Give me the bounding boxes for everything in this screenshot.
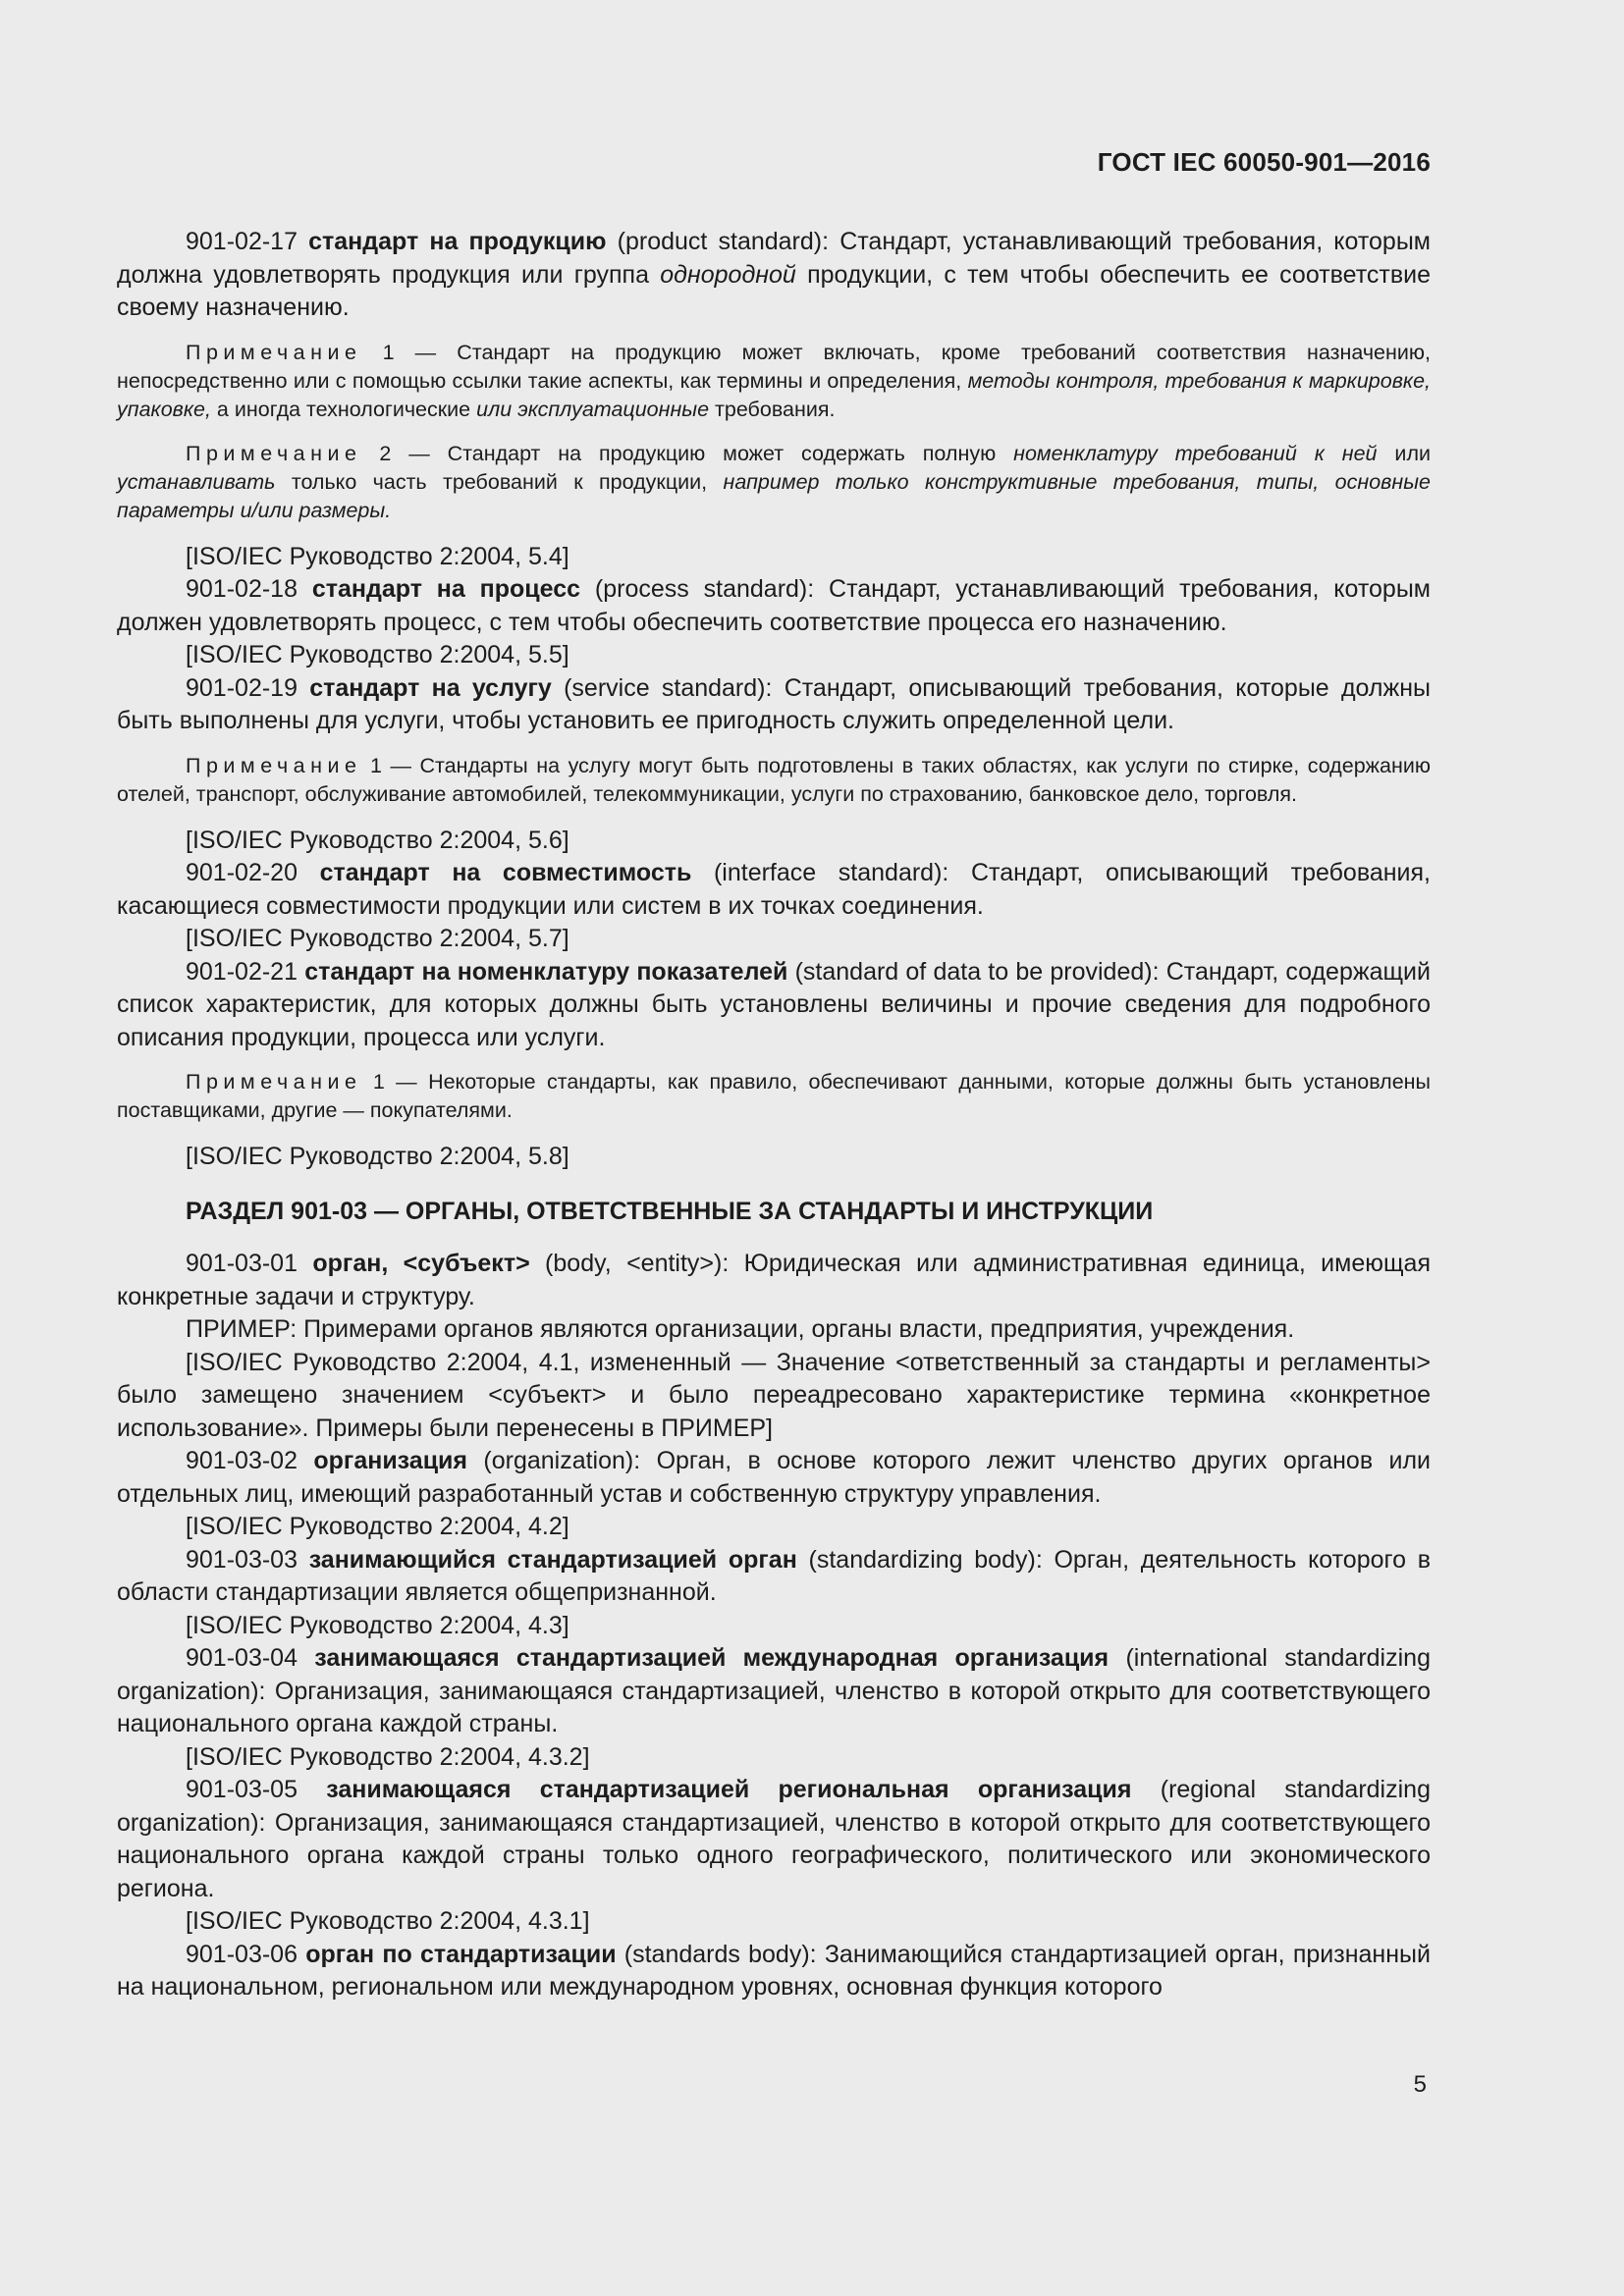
term-entry	[117, 573, 1431, 639]
term-english: (standards body):	[616, 1940, 817, 1968]
term-definition: Стандарт, устанавливающий требования, которым должна удовлетворять продукция или группа	[117, 228, 1431, 289]
term-english: (process standard):	[580, 575, 815, 603]
note-text: или	[1377, 441, 1431, 465]
term-entry	[117, 1544, 1431, 1610]
source-reference: ПРИМЕР: Примерами органов являются организации, органы власти, предприятия, учреждения.	[186, 1315, 1295, 1343]
term-number: 901-03-03	[186, 1545, 309, 1574]
term-entry	[117, 1939, 1431, 2004]
term-name: стандарт на услугу	[309, 673, 552, 702]
note-text: только часть требований к продукции,	[275, 469, 724, 494]
term-definition-italic: однородной	[660, 260, 796, 289]
term-name: стандарт на процесс	[311, 575, 581, 603]
term-entry	[117, 1774, 1431, 1905]
source-reference: [ISO/IEC Руководство 2:2004, 5.6]	[186, 826, 569, 854]
note-number: 2	[361, 441, 392, 465]
note-number: 1	[361, 753, 382, 777]
term-entry	[117, 226, 1431, 325]
term-name: стандарт на совместимость	[319, 859, 692, 886]
note	[117, 440, 1431, 525]
note-text: — Стандарты на услугу могут быть подготовлены в таких областях, как услуги по стирке, содержанию отелей, транспорт, обслуживание автомобилей, телекоммуникации, услуги по страхованию, банковское дело, торговля.	[117, 753, 1431, 806]
note-text: — Стандарт на продукцию может включать, кроме требований соответствия назначению, непосредственно или с помощью ссылки такие аспекты, как термины и определения,	[117, 340, 1431, 393]
term-english: (international standardizing organization):	[117, 1644, 1431, 1705]
source-reference: [ISO/IEC Руководство 2:2004, 4.2]	[186, 1513, 569, 1540]
term-entry	[117, 1248, 1431, 1313]
document-header: ГОСТ IEC 60050-901—2016	[1097, 147, 1431, 177]
source-reference: [ISO/IEC Руководство 2:2004, 5.7]	[186, 925, 569, 952]
source-reference: [ISO/IEC Руководство 2:2004, 4.3.2]	[186, 1742, 590, 1771]
section-heading: РАЗДЕЛ 901-03 — ОРГАНЫ, ОТВЕТСТВЕННЫЕ ЗА СТАНДАРТЫ И ИНСТРУКЦИИ	[186, 1197, 1154, 1225]
term-english: (standardizing body):	[796, 1545, 1043, 1574]
source-reference: [ISO/IEC Руководство 2:2004, 4.1, измененный — Значение <ответственный за стандарты и регламенты> было замещено значением <субъект> и было переадресовано характеристике термина «конкретное использование». Примеры были перенесены в ПРИМЕР]	[117, 1348, 1431, 1442]
source-reference: [ISO/IEC Руководство 2:2004, 4.3.1]	[186, 1907, 590, 1935]
term-english: (organization):	[467, 1447, 641, 1474]
term-number: 901-03-01	[186, 1250, 313, 1277]
term-english: (body, <entity>):	[529, 1250, 730, 1277]
note-text: а иногда технологические	[210, 397, 477, 421]
term-definition: Занимающийся стандартизацией орган, признанный на национальном, региональном или международном уровнях, основная функция которого	[117, 1940, 1431, 2001]
term-name: стандарт на продукцию	[308, 228, 607, 255]
page-number: 5	[1413, 2071, 1427, 2098]
document-body	[117, 226, 1431, 2004]
note-number: 1	[361, 340, 395, 364]
term-entry	[117, 857, 1431, 923]
term-number: 901-02-17	[186, 228, 309, 255]
term-definition: Организация, занимающаяся стандартизацией, членство в которой открыто для соответствующего национального органа каждой страны.	[117, 1677, 1431, 1737]
term-number: 901-03-05	[186, 1776, 327, 1803]
term-entry	[117, 1642, 1431, 1741]
note-text: — Стандарт на продукцию может содержать полную	[391, 441, 1014, 465]
term-number: 901-03-06	[186, 1940, 306, 1968]
term-definition: продукции, с тем чтобы обеспечить ее соответствие своему назначению.	[117, 260, 1431, 321]
note-label: Примечание	[186, 340, 362, 364]
term-name: занимающийся стандартизацией орган	[308, 1545, 797, 1574]
term-english: (interface standard):	[691, 859, 949, 886]
term-entry	[117, 672, 1431, 738]
term-definition: Юридическая или административная единица, имеющая конкретные задачи и структуру.	[117, 1250, 1431, 1310]
term-number: 901-03-04	[186, 1644, 315, 1672]
term-name: занимающаяся стандартизацией региональная организация	[326, 1776, 1132, 1803]
term-definition: Организация, занимающаяся стандартизацией, членство в которой открыто для соответствующего национального органа каждой страны только одного географического, политического или экономического региона.	[117, 1808, 1431, 1902]
note	[117, 1068, 1431, 1125]
source-reference: [ISO/IEC Руководство 2:2004, 5.4]	[186, 542, 569, 570]
note-italic: устанавливать	[117, 469, 276, 494]
note-text: требования.	[709, 397, 836, 421]
source-reference: [ISO/IEC Руководство 2:2004, 5.8]	[186, 1143, 569, 1170]
note-label: Примечание	[186, 441, 362, 465]
term-number: 901-02-18	[186, 575, 312, 603]
term-english: (product standard):	[606, 228, 830, 255]
term-name: организация	[313, 1447, 468, 1474]
term-name: орган, <субъект>	[312, 1250, 530, 1277]
note-label: Примечание	[186, 753, 362, 777]
term-number: 901-02-20	[186, 859, 320, 886]
term-definition: Стандарт, описывающий требования, которые должны быть выполнены для услуги, чтобы установить ее пригодность служить определенной цели.	[117, 673, 1431, 734]
source-reference: [ISO/IEC Руководство 2:2004, 5.5]	[186, 641, 569, 668]
note-italic: методы контроля, требования к маркировке, упаковке,	[117, 368, 1431, 421]
term-name: занимающаяся стандартизацией международная организация	[314, 1644, 1110, 1672]
term-english: (standard of data to be provided):	[787, 957, 1160, 986]
term-definition: Стандарт, содержащий список характеристик, для которых должны быть установлены величины и прочие сведения для подробного описания продукции, процесса или услуги.	[117, 957, 1431, 1051]
term-definition: Орган, деятельность которого в области стандартизации является общепризнанной.	[117, 1545, 1431, 1606]
note-italic: номенклатуру требований к ней	[1013, 441, 1378, 465]
term-entry	[117, 956, 1431, 1055]
term-definition: Стандарт, устанавливающий требования, которым должен удовлетворять процесс, с тем чтобы обеспечить соответствие процесса его назначению.	[117, 575, 1431, 636]
term-name: орган по стандартизации	[305, 1940, 617, 1968]
term-number: 901-02-21	[186, 957, 305, 986]
term-entry	[117, 1445, 1431, 1511]
note-italic: или эксплуатационные	[476, 397, 710, 421]
term-number: 901-02-19	[186, 673, 310, 702]
note-text: — Некоторые стандарты, как правило, обеспечивают данными, которые должны быть установлены поставщиками, другие — покупателями.	[117, 1070, 1431, 1122]
note	[117, 339, 1431, 424]
note-italic: например только конструктивные требования, типы, основные параметры и/или размеры.	[117, 469, 1431, 522]
source-reference: [ISO/IEC Руководство 2:2004, 4.3]	[186, 1611, 569, 1639]
term-english: (service standard):	[551, 673, 773, 702]
term-number: 901-03-02	[186, 1447, 314, 1474]
term-definition: Стандарт, описывающий требования, касающиеся совместимости продукции или систем в их точках соединения.	[117, 859, 1431, 920]
term-definition: Орган, в основе которого лежит членство других органов или отдельных лиц, имеющий разработанный устав и собственную структуру управления.	[117, 1447, 1431, 1508]
term-english: (regional standardizing organization):	[117, 1776, 1431, 1837]
note	[117, 752, 1431, 809]
note-number: 1	[361, 1070, 385, 1094]
term-name: стандарт на номенклатуру показателей	[304, 957, 788, 986]
note-label: Примечание	[186, 1070, 362, 1094]
